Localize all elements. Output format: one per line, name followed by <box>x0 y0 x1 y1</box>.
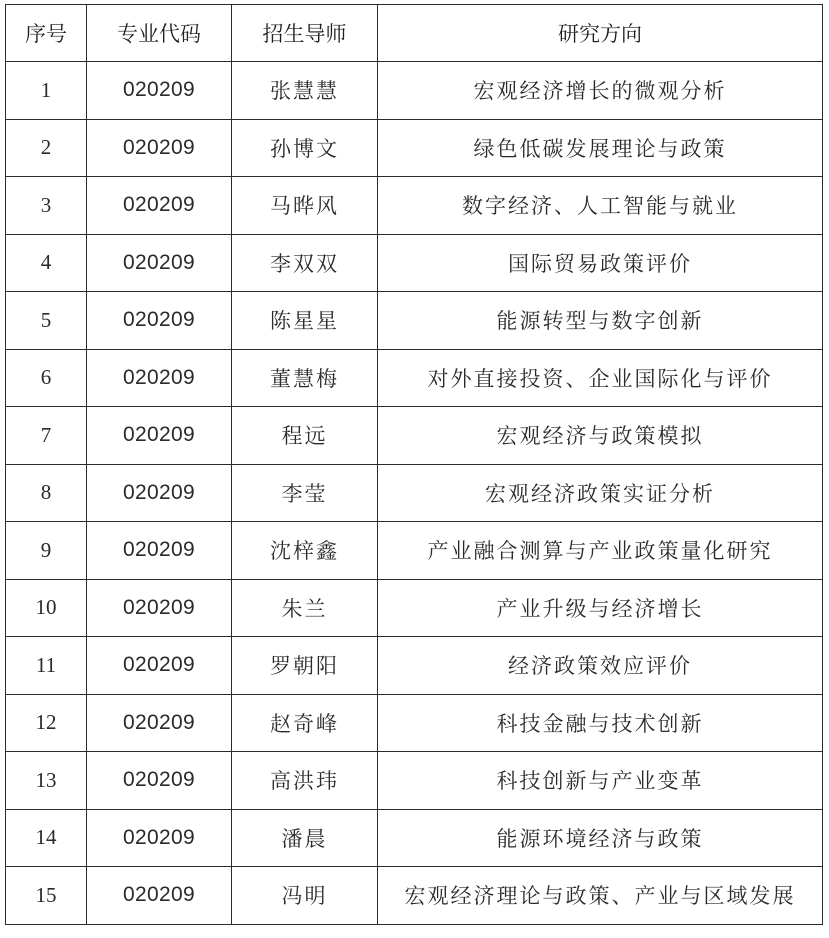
header-row <box>6 5 823 62</box>
table-row <box>6 579 823 637</box>
cell-direction: 科技金融与技术创新 <box>378 694 823 752</box>
table-row <box>6 62 823 120</box>
cell-code: 020209 <box>87 464 232 522</box>
cell-advisor: 李莹 <box>232 464 378 522</box>
cell-direction: 宏观经济政策实证分析 <box>378 464 823 522</box>
cell-direction: 产业融合测算与产业政策量化研究 <box>378 522 823 580</box>
cell-code: 020209 <box>87 234 232 292</box>
advisor-table-container <box>5 4 822 925</box>
cell-code: 020209 <box>87 349 232 407</box>
cell-advisor: 高洪玮 <box>232 752 378 810</box>
table-row <box>6 234 823 292</box>
cell-index: 5 <box>6 292 87 350</box>
cell-index: 1 <box>6 62 87 120</box>
table-row <box>6 809 823 867</box>
table-row <box>6 867 823 925</box>
cell-advisor: 朱兰 <box>232 579 378 637</box>
cell-code: 020209 <box>87 752 232 810</box>
cell-index: 9 <box>6 522 87 580</box>
cell-code: 020209 <box>87 407 232 465</box>
table-row <box>6 522 823 580</box>
table-row <box>6 464 823 522</box>
table-header <box>6 5 823 62</box>
cell-code: 020209 <box>87 119 232 177</box>
cell-index: 7 <box>6 407 87 465</box>
cell-index: 12 <box>6 694 87 752</box>
cell-code: 020209 <box>87 637 232 695</box>
table-row <box>6 694 823 752</box>
cell-advisor: 孙博文 <box>232 119 378 177</box>
cell-direction: 宏观经济增长的微观分析 <box>378 62 823 120</box>
header-direction: 研究方向 <box>378 5 823 62</box>
cell-index: 3 <box>6 177 87 235</box>
cell-index: 11 <box>6 637 87 695</box>
cell-advisor: 马晔风 <box>232 177 378 235</box>
cell-code: 020209 <box>87 809 232 867</box>
cell-index: 8 <box>6 464 87 522</box>
header-advisor: 招生导师 <box>232 5 378 62</box>
table-row <box>6 119 823 177</box>
table-row <box>6 637 823 695</box>
cell-index: 6 <box>6 349 87 407</box>
cell-code: 020209 <box>87 292 232 350</box>
cell-direction: 数字经济、人工智能与就业 <box>378 177 823 235</box>
cell-direction: 能源环境经济与政策 <box>378 809 823 867</box>
cell-index: 10 <box>6 579 87 637</box>
cell-code: 020209 <box>87 579 232 637</box>
table-row <box>6 177 823 235</box>
cell-direction: 对外直接投资、企业国际化与评价 <box>378 349 823 407</box>
cell-code: 020209 <box>87 522 232 580</box>
cell-direction: 科技创新与产业变革 <box>378 752 823 810</box>
cell-direction: 经济政策效应评价 <box>378 637 823 695</box>
cell-direction: 绿色低碳发展理论与政策 <box>378 119 823 177</box>
cell-direction: 产业升级与经济增长 <box>378 579 823 637</box>
cell-index: 4 <box>6 234 87 292</box>
cell-advisor: 董慧梅 <box>232 349 378 407</box>
cell-advisor: 李双双 <box>232 234 378 292</box>
cell-direction: 宏观经济理论与政策、产业与区域发展 <box>378 867 823 925</box>
table-row <box>6 349 823 407</box>
table-row <box>6 292 823 350</box>
cell-advisor: 张慧慧 <box>232 62 378 120</box>
cell-direction: 能源转型与数字创新 <box>378 292 823 350</box>
cell-code: 020209 <box>87 694 232 752</box>
cell-direction: 宏观经济与政策模拟 <box>378 407 823 465</box>
table-row <box>6 407 823 465</box>
cell-advisor: 沈梓鑫 <box>232 522 378 580</box>
cell-advisor: 赵奇峰 <box>232 694 378 752</box>
cell-code: 020209 <box>87 177 232 235</box>
cell-index: 14 <box>6 809 87 867</box>
table-body <box>6 62 823 925</box>
cell-advisor: 程远 <box>232 407 378 465</box>
advisor-table <box>5 4 823 925</box>
cell-advisor: 潘晨 <box>232 809 378 867</box>
cell-advisor: 冯明 <box>232 867 378 925</box>
cell-index: 13 <box>6 752 87 810</box>
cell-index: 15 <box>6 867 87 925</box>
cell-code: 020209 <box>87 867 232 925</box>
table-row <box>6 752 823 810</box>
cell-code: 020209 <box>87 62 232 120</box>
cell-advisor: 陈星星 <box>232 292 378 350</box>
cell-direction: 国际贸易政策评价 <box>378 234 823 292</box>
header-code: 专业代码 <box>87 5 232 62</box>
cell-advisor: 罗朝阳 <box>232 637 378 695</box>
cell-index: 2 <box>6 119 87 177</box>
header-index: 序号 <box>6 5 87 62</box>
